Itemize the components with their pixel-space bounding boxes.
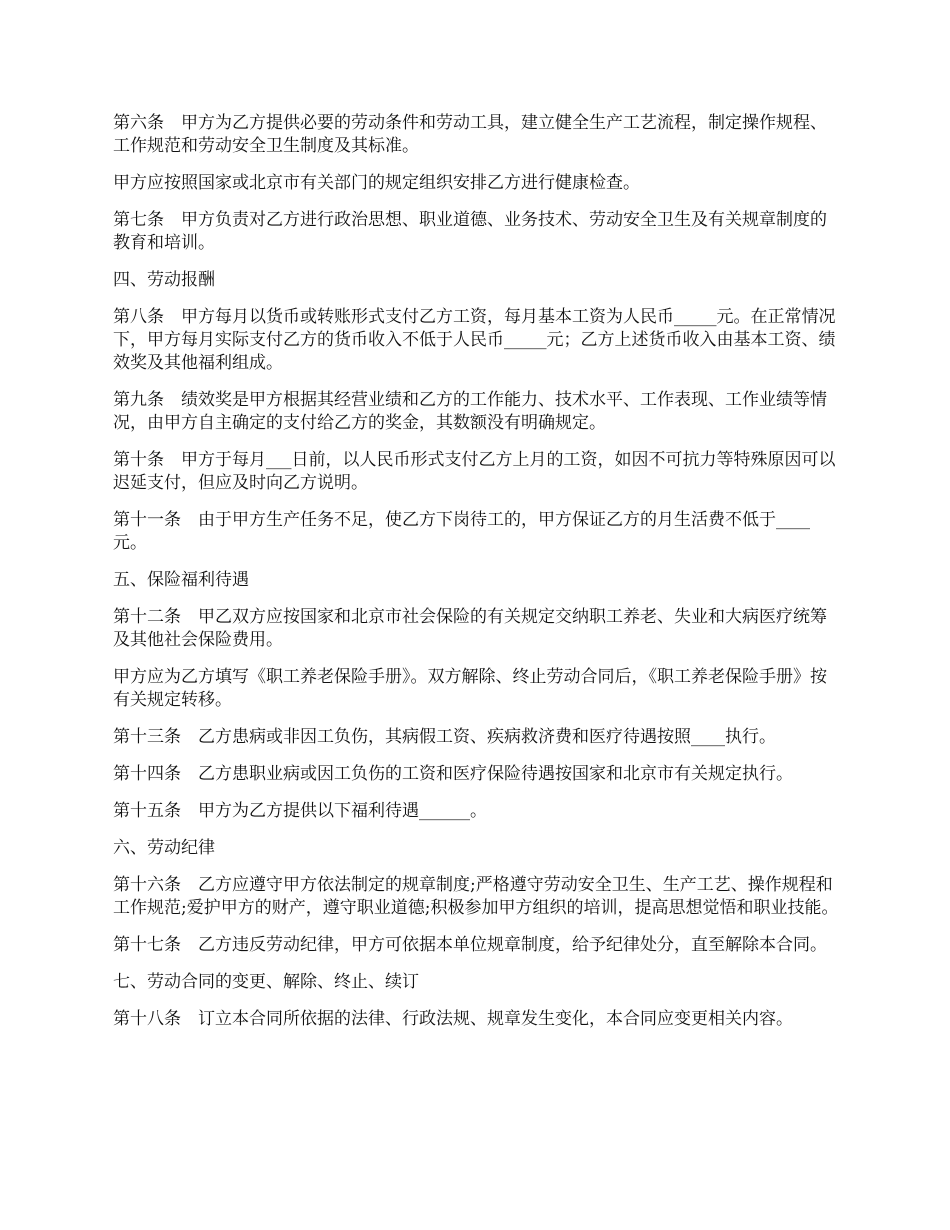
clause-12: 第十二条 甲乙双方应按国家和北京市社会保险的有关规定交纳职工养老、失业和大病医疗统筹及其他社会保险费用。 [113, 607, 827, 650]
clause-16: 第十六条 乙方应遵守甲方依法制定的规章制度;严格遵守劳动安全卫生、生产工艺、操作规程和工作规范;爱护甲方的财产，遵守职业道德;积极参加甲方组织的培训，提高思想觉悟和职业技能。 [113, 875, 839, 918]
document-body [113, 112, 843, 1045]
clause-14: 第十四条 乙方患职业病或因工负伤的工资和医疗保险待遇按国家和北京市有关规定执行。 [113, 764, 793, 784]
clause-6-health-check: 甲方应按照国家或北京市有关部门的规定组织安排乙方进行健康检查。 [113, 173, 640, 193]
clause-7: 第七条 甲方负责对乙方进行政治思想、职业道德、业务技术、劳动安全卫生及有关规章制度的教育和培训。 [113, 210, 827, 253]
section-heading-discipline: 六、劳动纪律 [113, 838, 215, 858]
clause-18: 第十八条 订立本合同所依据的法律、行政法规、规章发生变化，本合同应变更相关内容。 [113, 1009, 793, 1029]
clause-9: 第九条 绩效奖是甲方根据其经营业绩和乙方的工作能力、技术水平、工作表现、工作业绩等情况，由甲方自主确定的支付给乙方的奖金，其数额没有明确规定。 [113, 390, 827, 433]
section-heading-remuneration: 四、劳动报酬 [113, 270, 215, 290]
clause-11: 第十一条 由于甲方生产任务不足，使乙方下岗待工的，甲方保证乙方的月生活费不低于____元。 [113, 510, 810, 553]
clause-10: 第十条 甲方于每月___日前，以人民币形式支付乙方上月的工资，如因不可抗力等特殊原因可以迟延支付，但应及时向乙方说明。 [113, 450, 836, 493]
section-heading-contract-changes: 七、劳动合同的变更、解除、终止、续订 [113, 972, 419, 992]
clause-15: 第十五条 甲方为乙方提供以下福利待遇______。 [113, 801, 487, 821]
clause-13: 第十三条 乙方患病或非因工负伤，其病假工资、疾病救济费和医疗待遇按照____执行。 [113, 727, 776, 747]
clause-6: 第六条 甲方为乙方提供必要的劳动条件和劳动工具，建立健全生产工艺流程，制定操作规程、工作规范和劳动安全卫生制度及其标准。 [113, 113, 827, 156]
clause-12-pension-manual: 甲方应为乙方填写《职工养老保险手册》。双方解除、终止劳动合同后，《职工养老保险手册》按有关规定转移。 [113, 667, 827, 710]
clause-17: 第十七条 乙方违反劳动纪律，甲方可依据本单位规章制度，给予纪律处分，直至解除本合同。 [113, 935, 827, 955]
clause-8: 第八条 甲方每月以货币或转账形式支付乙方工资，每月基本工资为人民币_____元。在正常情况下，甲方每月实际支付乙方的货币收入不低于人民币_____元；乙方上述货币收入由基本工资、绩效奖及其他福利组成。 [113, 307, 836, 373]
section-heading-insurance: 五、保险福利待遇 [113, 570, 249, 590]
